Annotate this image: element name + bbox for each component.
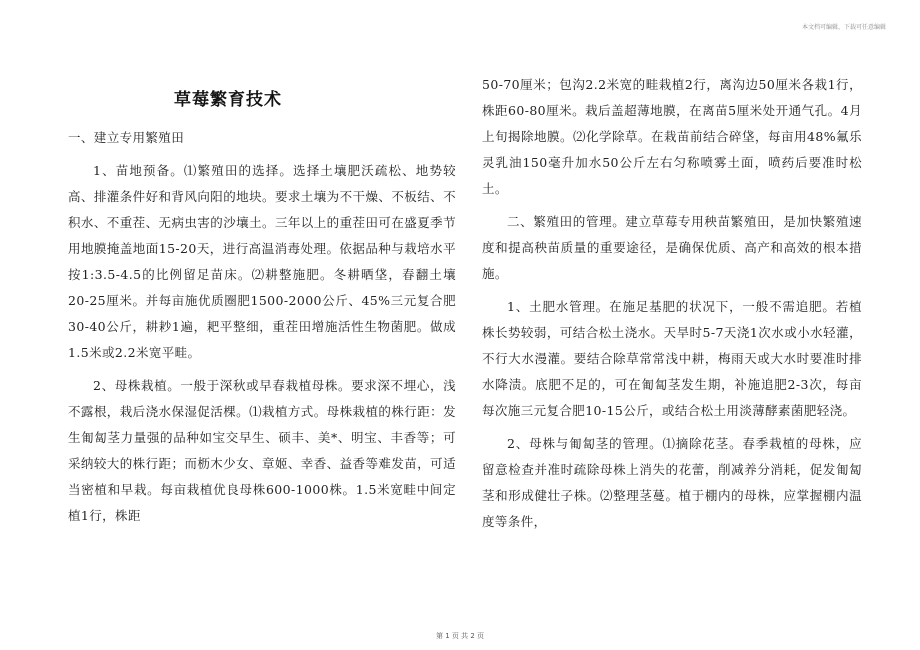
left-column (68, 125, 456, 536)
right-column (482, 72, 862, 542)
page-number: 第 1 页 共 2 页 (435, 632, 485, 640)
paragraph: 2、母株与匍匐茎的管理。⑴摘除花茎。春季栽植的母株，应留意检查并准时疏除母株上消失的花蕾，削减养分消耗，促发匍匐茎和形成健壮子株。⑵整理茎蔓。植于棚内的母株，应掌握棚内温度等条件， (482, 436, 862, 529)
paragraph: 2、母株栽植。一般于深秋或早春栽植母株。要求深不埋心，浅不露根，栽后浇水保湿促活棵。⑴栽植方式。母株栽植的株行距：发生匍匐茎力量强的品种如宝交早生、硕丰、美*、明宝、丰香等；可采纳较大的株行距；而枥木少女、章姬、幸香、益香等难发苗，可适当密植和早栽。每亩栽植优良母株600-1000株。1.5米宽畦中间定植1行，株距 (68, 378, 456, 523)
document-title: 草莓繁育技术 (174, 90, 282, 110)
paragraph: 二、繁殖田的管理。建立草莓专用秧苗繁殖田，是加快繁殖速度和提高秧苗质量的重要途径，是确保优质、高产和高效的根本措施。 (482, 214, 862, 281)
header-note: 本文档可编辑，下载可任意编辑 (801, 24, 886, 31)
section-heading: 一、建立专用繁殖田 (68, 130, 185, 145)
paragraph-continuation: 50-70厘米；包沟2.2米宽的畦栽植2行，离沟边50厘米各栽1行，株距60-80厘米。栽后盖超薄地膜，在离苗5厘米处开通气孔。4月上旬揭除地膜。⑵化学除草。在栽苗前结合碎垡，每亩用48%氟乐灵乳油150毫升加水50公斤左右匀称喷雾土面，喷药后要准时松土。 (482, 77, 862, 196)
paragraph: 1、苗地预备。⑴繁殖田的选择。选择土壤肥沃疏松、地势较高、排灌条件好和背风向阳的地块。要求土壤为不干燥、不板结、不积水、不重茬、无病虫害的沙壤土。三年以上的重茬田可在盛夏季节用地膜掩盖地面15-20天，进行高温消毒处理。依据品种与栽培水平按1:3.5-4.5的比例留足苗床。⑵耕整施肥。冬耕晒垡，春翻土壤20-25厘米。并每亩施优质圈肥1500-2000公斤、45%三元复合肥30-40公斤，耕耖1遍，耙平整细，重茬田增施活性生物菌肥。做成1.5米或2.2米宽平畦。 (68, 163, 456, 360)
paragraph: 1、土肥水管理。在施足基肥的状况下，一般不需追肥。若植株长势较弱，可结合松土浇水。天旱时5-7天浇1次水或小水轻灌，不行大水漫灌。要结合除草常常浅中耕，梅雨天或大水时要准时排水降渍。底肥不足的，可在匍匐茎发生期，补施追肥2-3次，每亩每次施三元复合肥10-15公斤，或结合松土用淡薄酵素菌肥轻浇。 (482, 299, 862, 418)
